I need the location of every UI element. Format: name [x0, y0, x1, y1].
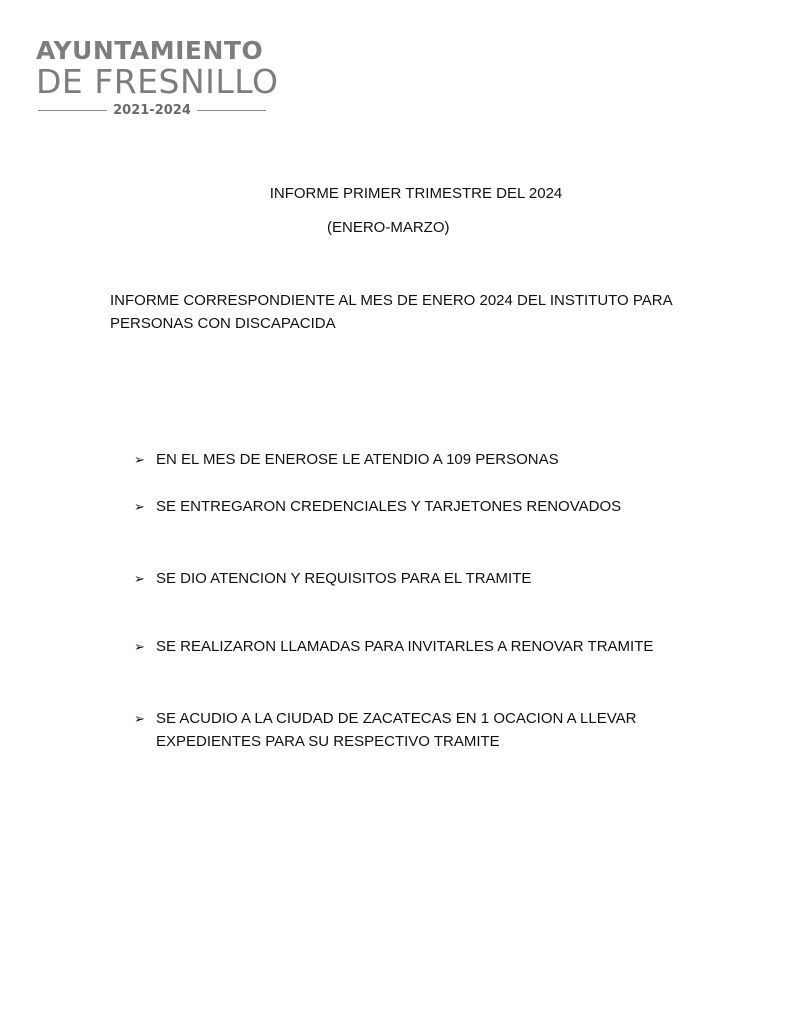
report-intro: INFORME CORRESPONDIENTE AL MES DE ENERO 2024 DEL INSTITUTO PARA PERSONAS CON DISCAPACIDA	[110, 292, 672, 332]
list-item-text: SE REALIZARON LLAMADAS PARA INVITARLES A RENOVAR TRAMITE	[156, 638, 654, 655]
arrow-bullet-icon: ➢	[134, 639, 145, 654]
report-period: (ENERO-MARZO)	[327, 219, 450, 236]
logo-years-row	[38, 100, 266, 120]
report-title: INFORME PRIMER TRIMESTRE DEL 2024	[269, 185, 563, 202]
ayuntamiento-logo	[36, 36, 279, 122]
arrow-bullet-icon: ➢	[134, 711, 145, 726]
logo-ayuntamiento-text: AYUNTAMIENTO	[36, 36, 264, 65]
list-item-text: EN EL MES DE ENEROSE LE ATENDIO A 109 PERSONAS	[156, 451, 559, 468]
list-item	[134, 567, 674, 590]
list-item	[134, 495, 674, 518]
arrow-bullet-icon: ➢	[134, 571, 145, 586]
list-item	[134, 448, 674, 471]
logo-left-rule	[38, 110, 107, 111]
list-item-text: SE ACUDIO A LA CIUDAD DE ZACATECAS EN 1 OCACION A LLEVAR EXPEDIENTES PARA SU RESPECTIVO TRAMITE	[156, 710, 637, 750]
list-item-text: SE ENTREGARON CREDENCIALES Y TARJETONES RENOVADOS	[156, 498, 622, 515]
arrow-bullet-icon: ➢	[134, 452, 145, 467]
list-item	[134, 635, 674, 658]
logo-right-rule	[197, 110, 266, 111]
logo-years-text: 2021-2024	[113, 102, 191, 118]
list-item-text: SE DIO ATENCION Y REQUISITOS PARA EL TRAMITE	[156, 570, 532, 587]
arrow-bullet-icon: ➢	[134, 499, 145, 514]
list-item	[134, 707, 674, 753]
logo-fresnillo-text: DE FRESNILLO	[36, 62, 279, 101]
